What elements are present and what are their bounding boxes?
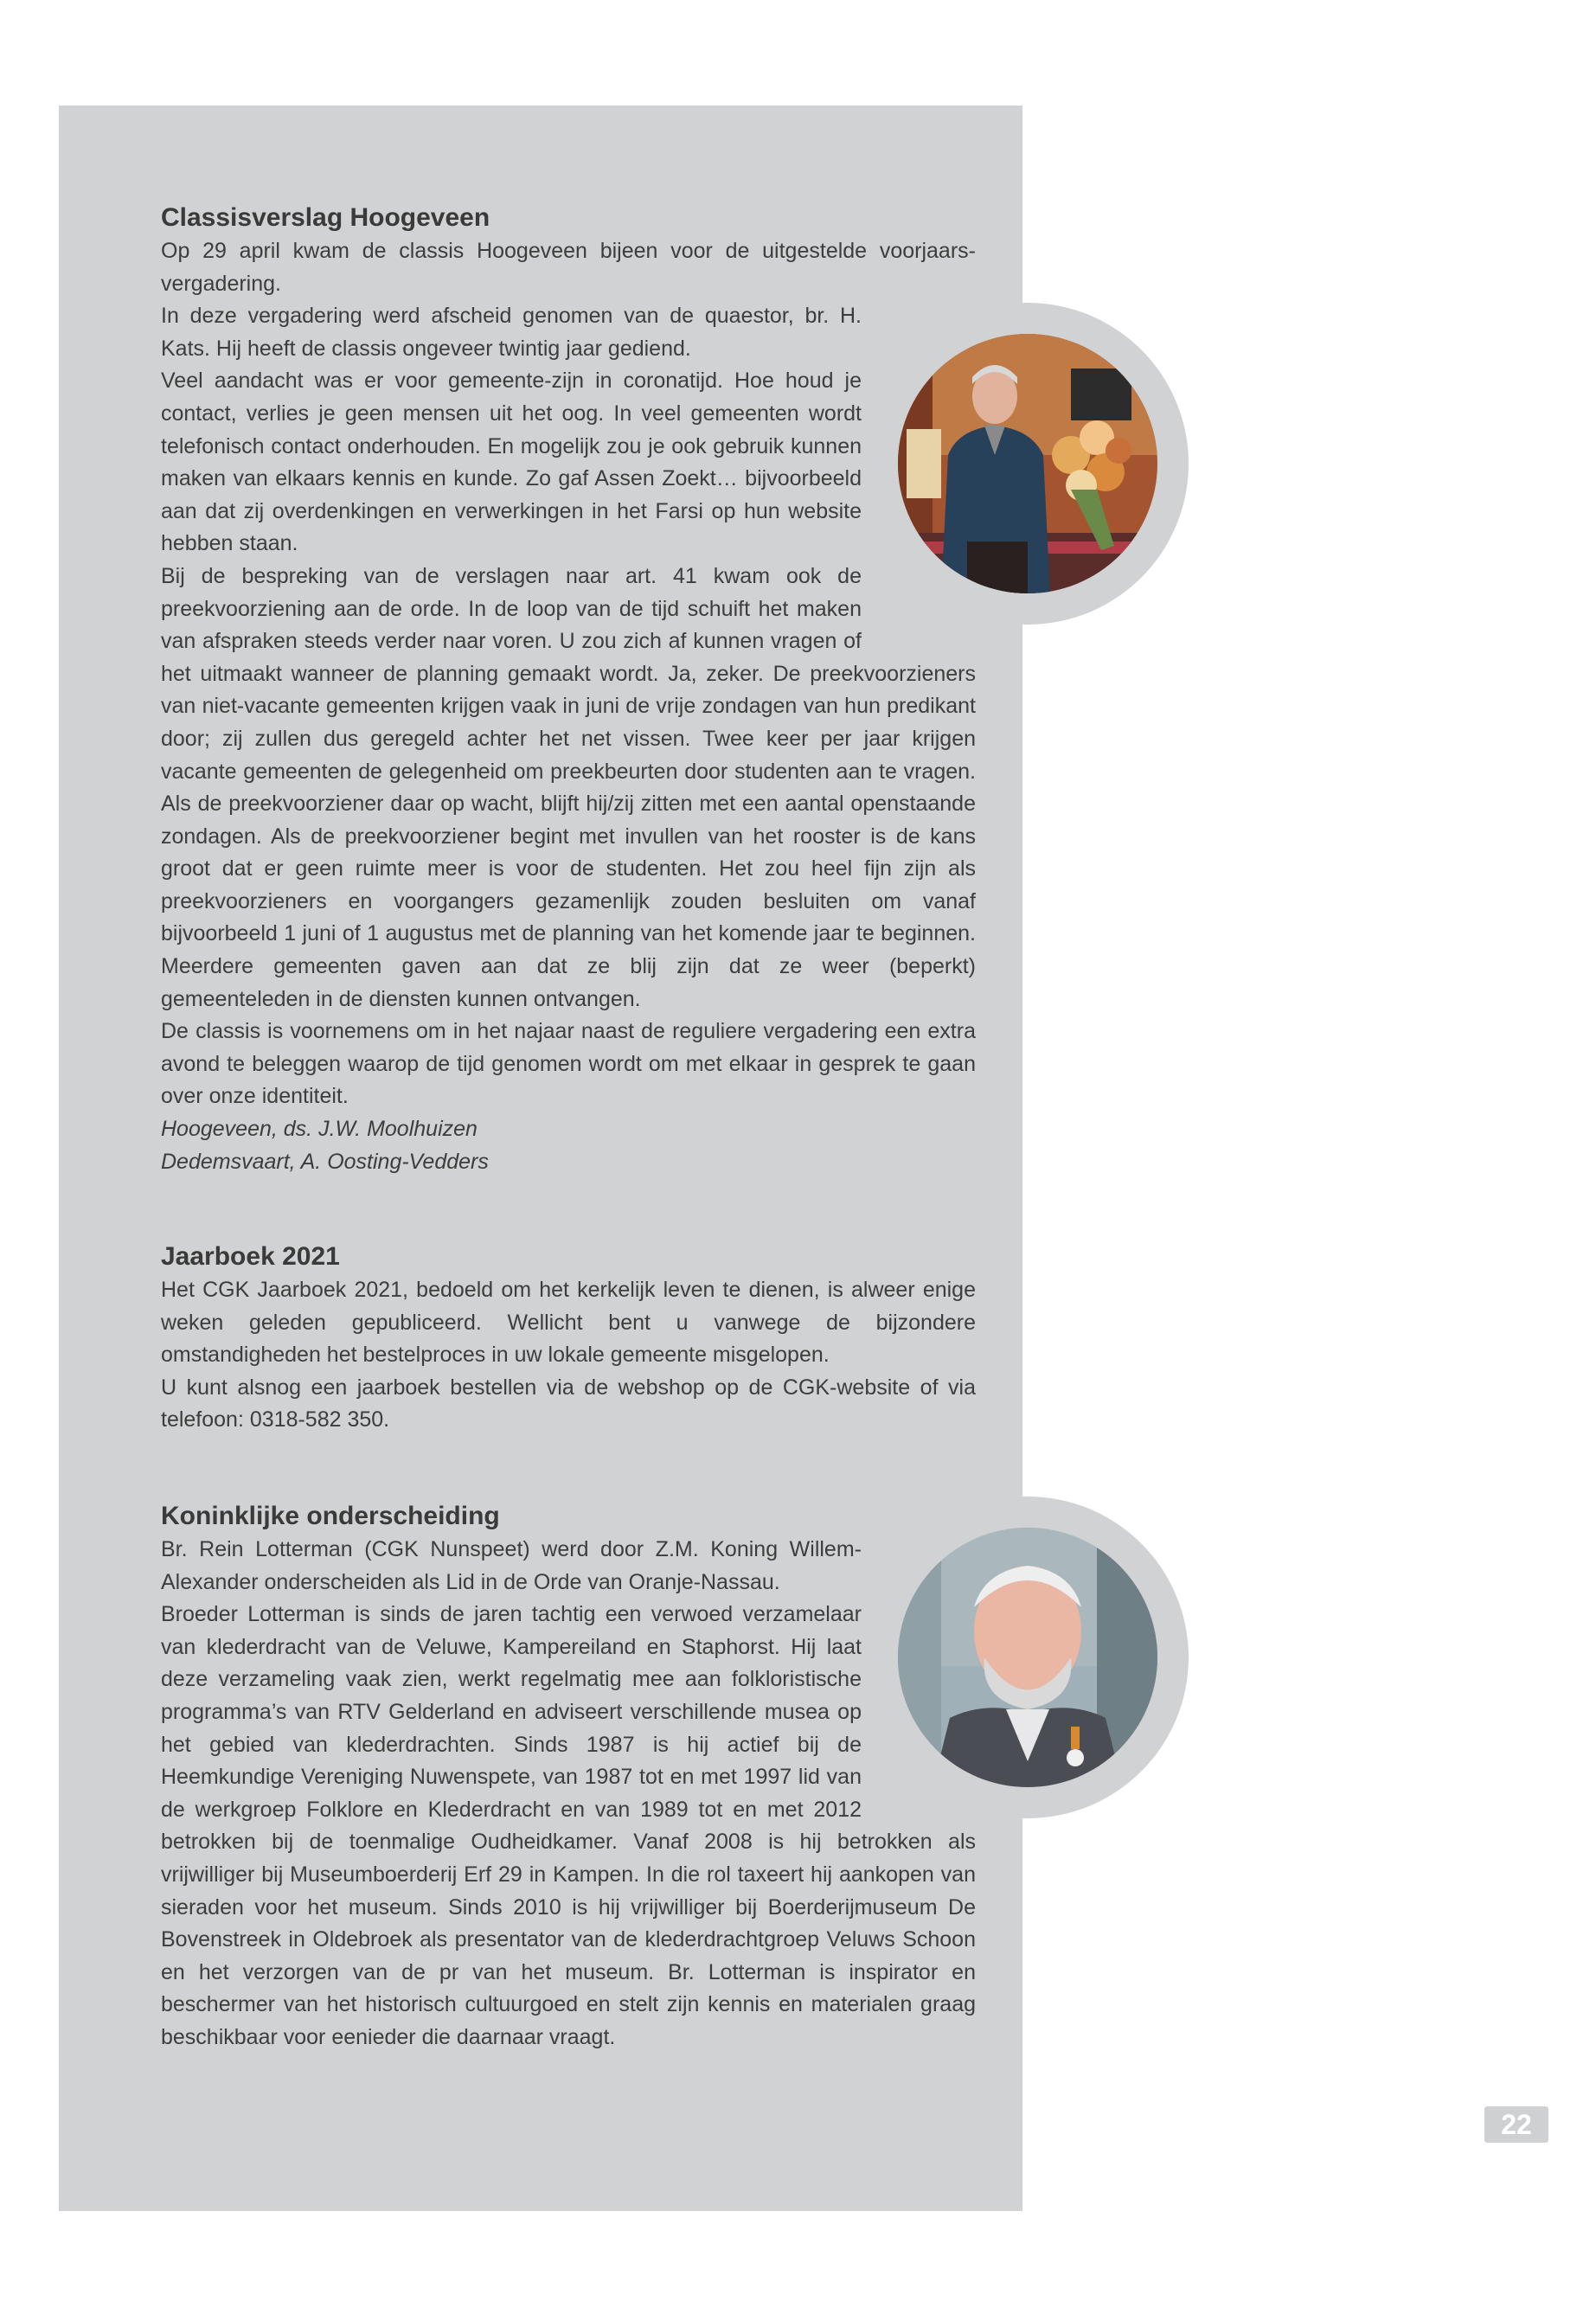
photo-frame-ring [867, 1497, 1189, 1818]
article-paragraph: Br. Rein Lotterman (CGK Nunspeet) werd door Z.M. Koning Willem-Alexander onderscheiden als Lid in de Orde van Oranje-Nassau. [161, 1537, 862, 1594]
article-koninklijke-onderscheiding [161, 1499, 976, 2054]
signature-line: Dedemsvaart, A. Oosting-Vedders [161, 1149, 489, 1174]
article-paragraph: Broeder Lotterman is sinds de jaren tachtig een verwoed verzamelaar van klederdracht van de Veluwe, Kampereiland en Staphorst. Hij laat deze verzameling vaak zien, werkt regelmatig mee aan folkloristische programma’s van RTV Gelderland en adviseert verschillende musea op het gebied van klederdrachten. Sinds 1987 is hij actief bij de Heemkundige Vereniging Nuwenspete, van 1987 tot en met 1997 lid van de werkgroep Folklore en Klederdracht en van 1989 tot en met 2012 betrokken bij de toenmalige Oudheidkamer. Vanaf 2008 is hij betrokken als vrijwilliger bij Museumboerderij Erf 29 in Kampen. In die rol taxeert hij aankopen van sieraden voor het museum. Sinds 2010 is hij vrijwilliger bij Boerderijmuseum De Bovenstreek in Oldebroek als presentator van de klederdrachtgroep Veluws Schoon en het verzorgen van de pr van het museum. Br. Lotterman is inspirator en beschermer van het historisch cultuurgoed en stelt zijn kennis en materialen graag beschikbaar voor eenieder die daarnaar vraagt. [161, 1602, 976, 2049]
signature-line: Hoogeveen, ds. J.W. Moolhuizen [161, 1117, 478, 1142]
portrait-with-medal-icon [898, 1528, 1157, 1787]
portrait-with-flowers-icon [898, 334, 1157, 593]
article-paragraph: Veel aandacht was er voor gemeente-zijn in coronatijd. Hoe houd je contact, verlies je geen mensen uit het oog. In veel gemeenten wordt telefonisch contact onderhouden. En mogelijk zou je ook gebruik kunnen maken van elkaars kennis en kunde. Zo gaf Assen Zoekt… bijvoorbeeld aan dat zij overdenkingen en verwerkingen in het Farsi op hun website hebben staan. [161, 369, 862, 556]
article-title: Koninklijke onderscheiding [161, 1502, 500, 1530]
article-paragraph: Op 29 april kwam de classis Hoogeveen bijeen voor de uitgestelde voorjaars-vergadering. [161, 239, 976, 296]
article-paragraph: In deze vergadering werd afscheid genomen van de quaestor, br. H. Kats. Hij heeft de classis ongeveer twintig jaar gediend. [161, 304, 862, 361]
article-jaarboek [161, 1240, 976, 1437]
article-paragraph: Bij de bespreking van de verslagen naar art. 41 kwam ook de preekvoorziening aan de orde. In de loop van de tijd schuift het maken van afspraken steeds verder naar voren. U zou zich af kunnen vragen of het uitmaakt wanneer de planning gemaakt wordt. Ja, zeker. De preekvoorzieners van niet-vacante gemeenten krijgen vaak in juni de vrije zondagen van hun predikant door; zij zullen dus geregeld achter het net vissen. Twee keer per jaar krijgen vacante gemeenten de gelegenheid om preekbeurten door studenten aan te vragen. Als de preekvoorziener daar op wacht, blijft hij/zij zitten met een aantal openstaande zondagen. Als de preekvoorziener begint met invullen van het rooster is de kans groot dat er geen ruimte meer is voor de studenten. Het zou heel fijn zijn als preekvoorzieners en voorgangers gezamenlijk zouden besluiten om vanaf bijvoorbeeld 1 juni of 1 augustus met de planning van het komende jaar te beginnen. Meerdere gemeenten gaven aan dat ze blij zijn dat ze weer (beperkt) gemeenteleden in de diensten kunnen ontvangen. [161, 563, 976, 1011]
page-number: 22 [1484, 2106, 1548, 2143]
photo-frame-ring [867, 303, 1189, 625]
lotterman-photo [898, 1528, 1157, 1787]
quaestor-photo [898, 334, 1157, 593]
article-paragraph: Het CGK Jaarboek 2021, bedoeld om het kerkelijk leven te dienen, is alweer enige weken geleden gepubliceerd. Wellicht bent u vanwege de bijzondere omstandigheden het bestelproces in uw lokale gemeente misgelopen. [161, 1278, 976, 1368]
article-classisverslag [161, 201, 976, 1178]
article-paragraph: De classis is voornemens om in het najaar naast de reguliere vergadering een extra avond te beleggen waarop de tijd genomen wordt om met elkaar in gesprek te gaan over onze identiteit. [161, 1019, 976, 1109]
article-title: Classisverslag Hoogeveen [161, 203, 490, 232]
article-title: Jaarboek 2021 [161, 1242, 340, 1271]
article-paragraph: U kunt alsnog een jaarboek bestellen via de webshop op de CGK-website of via telefoon: 0318-582 350. [161, 1375, 976, 1433]
